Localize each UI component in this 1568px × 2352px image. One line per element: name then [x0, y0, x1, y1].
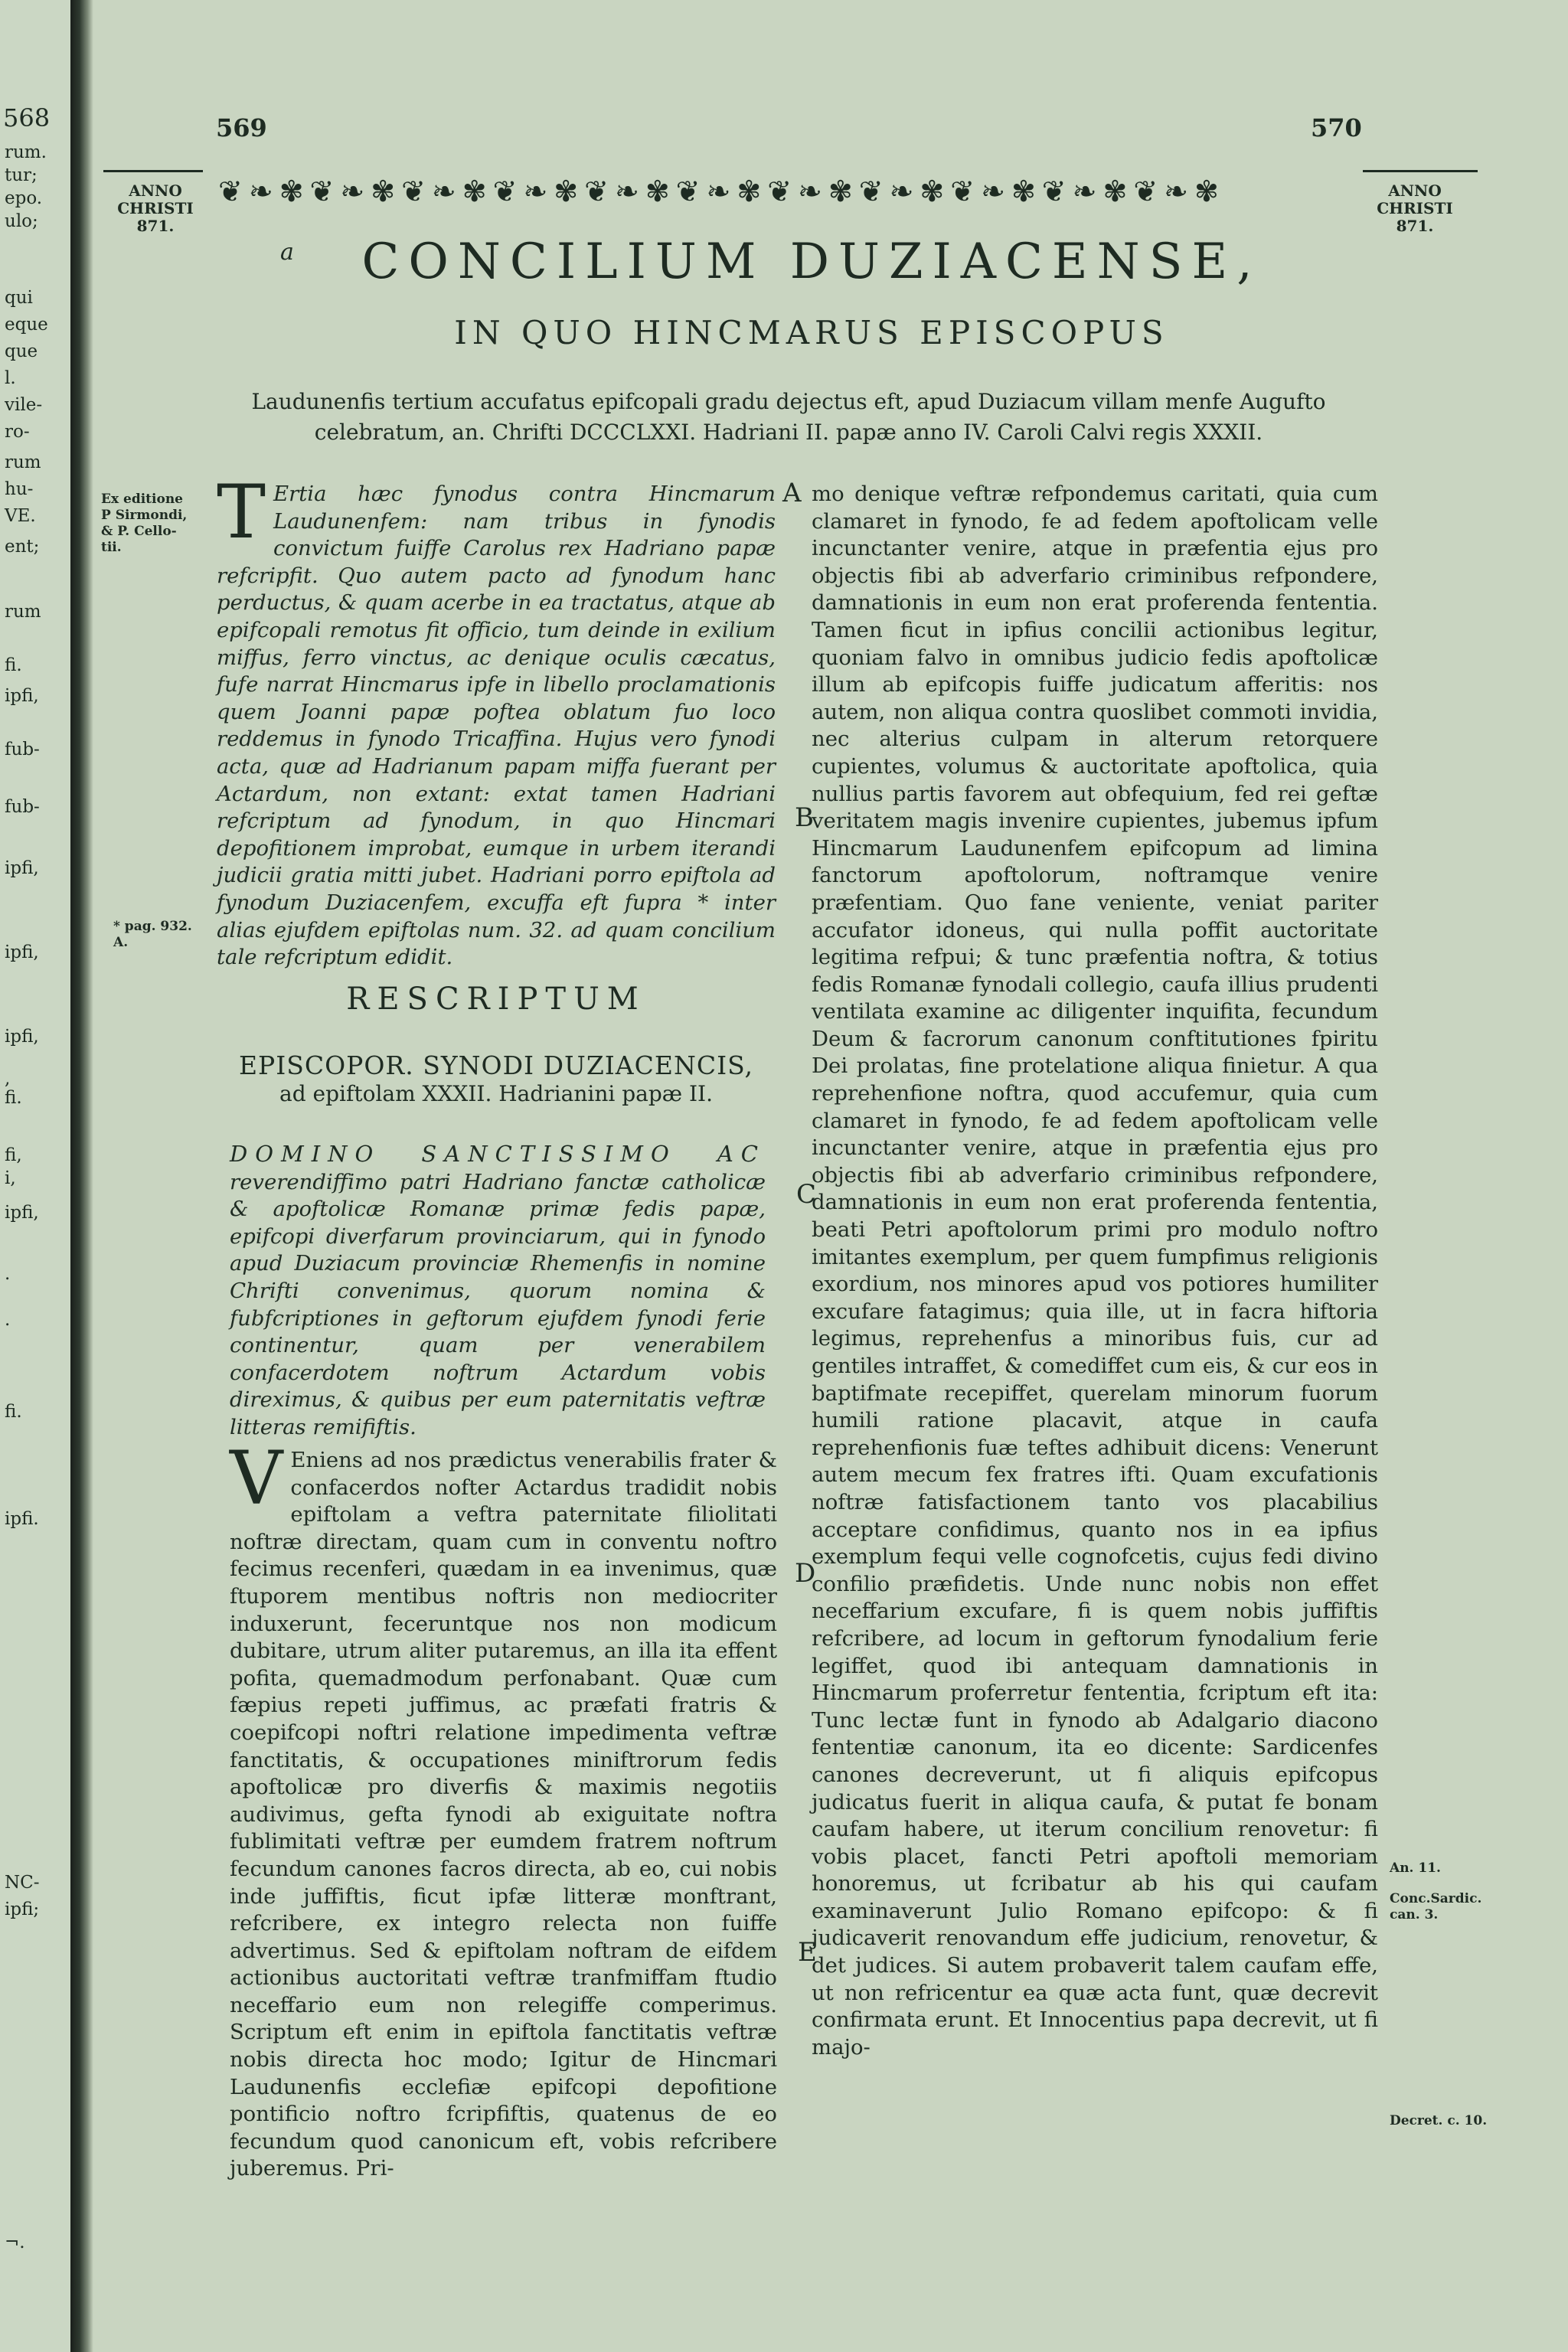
margin-note-line: A. — [113, 935, 129, 950]
prev-fragment: eque — [5, 315, 48, 335]
prev-fragment: ipfi, — [5, 858, 39, 878]
section-subtitle-2: ad epiftolam XXXII. Hadrianini papæ II. — [279, 1081, 713, 1106]
page-subtitle: IN QUO HINCMARUS EPISCOPUS — [454, 314, 1169, 351]
prev-fragment: , — [5, 1069, 11, 1089]
prev-fragment: fi. — [5, 1402, 22, 1422]
prev-fragment: hu- — [5, 479, 34, 499]
prev-fragment: l. — [5, 368, 16, 388]
title-footnote-mark: a — [280, 239, 294, 266]
anno-christi-left — [113, 182, 198, 235]
prev-fragment: i, — [5, 1168, 16, 1188]
prev-fragment: VE. — [5, 506, 36, 526]
salutation-lead: DOMINO SANCTISSIMO AC — [230, 1141, 766, 1167]
letter-body-left-column — [230, 1436, 777, 2183]
anno-line: 871. — [136, 217, 175, 235]
margin-note-conc-sardic — [1390, 1891, 1497, 1923]
prev-fragment: fi. — [5, 655, 22, 675]
ornamental-band: ❦ ❧ ✾ ❦ ❧ ✾ ❦ ❧ ✾ ❦ ❧ ✾ ❦ ❧ ✾ ❦ ❧ ✾ ❦ ❧ ✾ ❦ ❧ ✾ ❦ ❧ ✾ ❦ ❧ ✾ ❦ ❧ ✾ — [218, 176, 1220, 207]
prev-fragment: ipfi; — [5, 1900, 40, 1919]
letter-body-text: mo denique veftræ refpondemus caritati, quia cum clamaret in fynodo, fe ad fedem apoftolicam velle incunctanter venire, atque in præfentia ejus pro objectis fibi ab adverfario criminibus refpondere, damnationis in eum non erat proferenda fententia. Tamen ficut in ipfius concilii actionibus legitur, quoniam falvo in omnibus judicio fedis apoftolicæ illum ab epifcopis fuiffe judicatum afferitis: nos autem, non aliqua contra quoslibet commoti invidia, nec alterius culpam in alterum retorquere cupientes, volumus & auctoritate apoftolica, quia nullius partis favorem aut obfequium, fed rei geftæ veritatem magis invenire cupientes, jubemus ipfum Hincmarum Laudunenfem epifcopum ad limina fanctorum apoftolorum, noftramque venire præfentiam. Quo fane veniente, veniat pariter accufator idoneus, qui nulla poffit auctoritate legitima refpui; & tunc præfentia noftra, & totius fedis Romanæ fynodali collegio, caufa illius prudenti ventilata examine ac diligenter inquifita, fecundum Deum & facrorum canonum conftitutiones fpiritu Dei prolatas, fine protelatione aliqua finietur. A qua reprehenfione noftra, quod accufemur, quia cum clamaret in fynodo, fe ad fedem apoftolicam velle incunctanter venire, atque in præfentia ejus pro objectis fibi ab adverfario criminibus refpondere, damnationis in eum non erat proferenda fententia, beati Petri apoftolorum primi pro modulo noftro imitantes exemplum, per quem fumpfimus religionis exordium, nos minores apud vos potiores humiliter excufare fatagimus; quia ille, ut in facra hiftoria legimus, reprehenfus a minoribus fuis, cur ad gentiles intraffet, & comediffet cum eis, & cur eos in baptifmate recepiffet, querelam minorum fuorum humili ratione placavit, atque in caufa reprehenfionis fuæ teftes adhibuit dicens: Venerunt autem mecum fex fratres ifti. Quam excufationis noftræ fatisfactionem tanto vos placabilius acceptare confidimus, quanto nos in ea ipfius exemplum fequi velle cognofcetis, cujus fedi divino confilio præfidetis. Unde nunc nobis non effet neceffarium excufare, fi is quem nobis juffiftis refcribere, ad locum in geftorum fynodalium ferie legiffet, quod ibi antequam damnationis in Hincmarum proferretur fententia, fcriptum eft ita: Tunc lectæ funt in fynodo ab Adalgario diacono fententiæ canonum, ita eo dicente: Sardicenfes canones decreverunt, ut fi aliquis epifcopus judicatus fuerit in aliqua caufa, & putat fe bonam caufam habere, ut iterum concilium renovetur: fi vobis placet, fancti Petri apoftoli memoriam honoremus, ut fcribatur ab his qui caufam examinaverunt Julio Romano epifcopo: & fi judicaverit renovandum effe judicium, renovetur, & det judices. Si autem probaverit talem caufam effe, ut non refricentur ea quæ acta funt, quæ decrevit confirmata erunt. Et Innocentius papa decrevit, ut fi majo- — [812, 482, 1378, 2060]
margin-note-line: Conc.Sardic. — [1390, 1891, 1482, 1906]
page-title: CONCILIUM DUZIACENSE, — [361, 234, 1262, 290]
margin-note-line: & P. Cello- — [101, 524, 177, 539]
prev-fragment: ipfi, — [5, 686, 39, 706]
prev-fragment: ipfi. — [5, 1509, 39, 1529]
section-title: RESCRIPTUM — [346, 982, 646, 1017]
prev-fragment: ipfi, — [5, 1203, 39, 1223]
margin-note-edition — [101, 492, 214, 556]
introductory-note-text: Ertia hæc fynodus contra Hincmarum Laudunenfem: nam tribus in fynodis convictum fuiffe Carolus rex Hadriano papæ refcripfit. Quo autem pacto ad fynodum hanc perductus, & quam acerbe in ea tractatus, atque ab epifcopali remotus fit officio, tum deinde in exilium miffus, ferro vinctus, ac denique oculis cæcatus, fufe narrat Hincmarus ipfe in libello proclamationis quem Joanni papæ poftea oblatum fuo loco reddemus in fynodo Tricaffina. Hujus vero fynodi acta, quæ ad Hadrianum papam miffa fuerant per Actardum, non extant: extat tamen Hadriani refcriptum ad fynodum, in quo Hincmari depofitionem improbat, eumque in urbem iterandi judicii gratia mitti jubet. Hadriani porro epiftola ad fynodum Duziacenfem, excuffa eft fupra * inter alias ejufdem epiftolas num. 32. ad quam concilium tale refcriptum edidit. — [217, 482, 776, 970]
prev-fragment: NC- — [5, 1873, 40, 1893]
prev-fragment: tur; — [5, 165, 38, 185]
prev-fragment: . — [5, 1310, 11, 1330]
header-rule-left — [103, 170, 203, 172]
anno-line: ANNO — [129, 181, 182, 200]
anno-line: 871. — [1396, 217, 1434, 235]
prev-fragment: ent; — [5, 537, 40, 557]
prev-fragment: vile- — [5, 395, 43, 415]
header-rule-right — [1363, 170, 1478, 172]
introductory-note — [217, 469, 776, 972]
section-subtitle: EPISCOPOR. SYNODI DUZIACENCIS, — [238, 1050, 754, 1080]
section-letter-a: A — [782, 478, 802, 508]
margin-note-line: * pag. 932. — [113, 919, 192, 934]
previous-page-edge — [0, 0, 71, 2352]
prev-fragment: rum — [5, 602, 41, 622]
anno-line: CHRISTI — [1377, 199, 1453, 217]
dropcap: T — [217, 469, 266, 555]
prev-fragment: . — [5, 1264, 11, 1284]
margin-note-an11: An. 11. — [1390, 1860, 1441, 1876]
dropcap: V — [230, 1436, 283, 1521]
prev-fragment: ulo; — [5, 211, 38, 231]
prev-fragment: ipfi, — [5, 1027, 39, 1047]
section-letter-c: C — [796, 1179, 817, 1210]
prev-fragment: fi. — [5, 1088, 22, 1108]
section-letter-e: E — [798, 1937, 817, 1968]
prev-fragment: fi, — [5, 1145, 22, 1165]
section-letter-b: B — [795, 802, 814, 833]
prev-fragment: rum — [5, 452, 41, 472]
margin-note-page-ref — [113, 919, 213, 951]
anno-line: ANNO — [1388, 181, 1442, 200]
prev-fragment: epo. — [5, 188, 43, 208]
section-letter-d: D — [795, 1558, 816, 1589]
salutation-text: reverendiffimo patri Hadriano fanctæ catholicæ & apoftolicæ Romanæ primæ fedis papæ, epifcopi diverfarum provinciarum, qui in fynodo apud Duziacum provinciæ Rhemenfis in nomine Chrifti convenimus, quorum nomina & fubfcriptiones in geftorum ejufdem fynodi ferie continentur, quam per venerabilem confacerdotem noftrum Actardum vobis direximus, & quibus per eum paternitatis veftræ litteras remififtis. — [230, 1169, 766, 1439]
margin-note-line: tii. — [101, 540, 122, 555]
salutation — [230, 1141, 766, 1442]
margin-note-decret: Decret. c. 10. — [1390, 2113, 1488, 2128]
prev-fragment: que — [5, 341, 38, 361]
letter-body-right-column — [812, 481, 1378, 2061]
prev-fragment: fub- — [5, 797, 40, 817]
left-page-number: 569 — [216, 113, 267, 142]
book-spine — [70, 0, 93, 2352]
prev-fragment: rum. — [5, 142, 47, 162]
prev-fragment: ¬. — [5, 2233, 25, 2252]
anno-line: CHRISTI — [117, 199, 194, 217]
prev-fragment: ipfi, — [5, 942, 39, 962]
margin-note-line: Ex editione — [101, 492, 183, 507]
anno-christi-right — [1373, 182, 1457, 235]
prev-fragment: fub- — [5, 740, 40, 760]
title-intro — [230, 387, 1348, 448]
previous-page-number: 568 — [3, 103, 51, 132]
right-page-number: 570 — [1311, 113, 1362, 142]
prev-fragment: qui — [5, 288, 33, 308]
margin-note-line: P Sirmondi, — [101, 508, 188, 523]
margin-note-line: can. 3. — [1390, 1907, 1439, 1922]
intro-line: Laudunenfis tertium accufatus epifcopali gradu dejectus eft, apud Duziacum villam menfe Augufto — [251, 389, 1326, 414]
prev-fragment: ro- — [5, 422, 30, 442]
intro-line: celebratum, an. Chrifti DCCCLXXI. Hadriani II. papæ anno IV. Caroli Calvi regis XXXII. — [314, 420, 1263, 445]
letter-body-text: Eniens ad nos prædictus venerabilis frater & confacerdos nofter Actardus tradidit nobis epiftolam a veftra paternitate filiolitati noftræ directam, quam cum in conventu noftro fecimus recenferi, quædam in ea invenimus, quæ ftuporem mentibus noftris non mediocriter induxerunt, feceruntque nos non modicum dubitare, utrum aliter putaremus, an illa ita effent pofita, quemadmodum perfonabant. Quæ cum fæpius repeti juffimus, ac præfati fratris & coepifcopi noftri relatione impedimenta veftræ fanctitatis, & occupationes miniftrorum fedis apoftolicæ pro diverfis & maximis negotiis audivimus, gefta fynodi ab exiguitate noftra fublimitati veftræ per eumdem fratrem noftrum fecundum canones facros directa, ab eo, cui nobis inde juffiftis, ficut ipfæ litteræ monftrant, refcribere, ex integro relecta non fuiffe advertimus. Sed & epiftolam noftram de eifdem actionibus auctoritati veftræ tranfmiffam ftudio neceffario eum non relegiffe comperimus. Scriptum eft enim in epiftola fanctitatis veftræ nobis directa hoc modo; Igitur de Hincmari Laudunenfis ecclefiæ epifcopi depofitione pontificio noftro fcripfiftis, quatenus de eo fecundum quod canonicum eft, vobis refcribere juberemus. Pri- — [230, 1448, 777, 2181]
